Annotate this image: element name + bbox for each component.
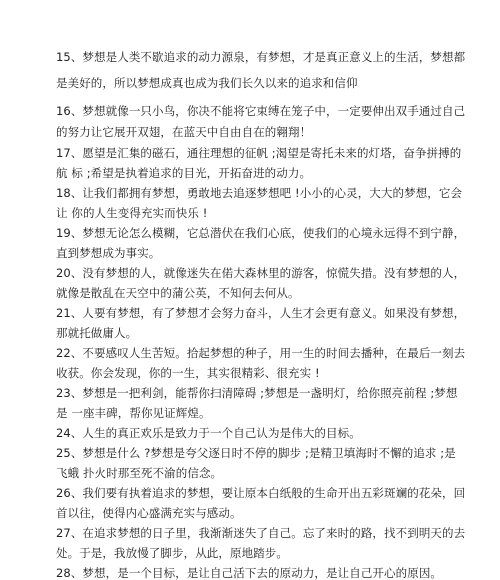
text-line: 27、在追求梦想的日子里，我渐渐迷失了自己。忘了来时的路，找不到明天的去 xyxy=(56,526,466,540)
text-line: 22、不要感叹人生苦短。拾起梦想的种子，用一生的时间去播种，在最后一刻去 xyxy=(56,346,466,360)
text-line: 直到梦想成为事实。 xyxy=(56,246,161,260)
text-line: 24、人生的真正欢乐是致力于一个自己认为是伟大的目标。 xyxy=(56,426,361,440)
text-line: 是 一座丰碑，帮你见证辉煌。 xyxy=(56,406,211,420)
text-line: 是美好的，所以梦想成真也成为我们长久以来的追求和信仰 xyxy=(56,76,358,90)
text-line: 让 你的人生变得充实而快乐 ! xyxy=(56,206,208,220)
text-line: 飞蛾 扑火时那至死不渝的信念。 xyxy=(56,466,223,480)
text-line: 20、没有梦想的人，就像迷失在偌大森林里的游客，惊慌失措。没有梦想的人， xyxy=(56,266,466,280)
text-line: 21、人要有梦想，有了梦想才会努力奋斗，人生才会更有意义。如果没有梦想， xyxy=(56,306,466,320)
text-line: 首以往，使得内心盛满充实与感动。 xyxy=(56,506,242,520)
text-line: 那就托做庸人。 xyxy=(56,326,138,340)
text-line: 处。于是，我放慢了脚步，从此，原地踏步。 xyxy=(56,546,288,560)
text-line: 25、梦想是什么 ?梦想是夸父逐日时不停的脚步 ;是精卫填海时不懈的追求 ;是 xyxy=(56,446,456,460)
text-line: 23、梦想是一把利剑，能帮你扫清障碍 ;梦想是一盏明灯，给你照亮前程 ;梦想 xyxy=(56,386,458,400)
text-line: 15、梦想是人类不歇追求的动力源泉，有梦想，才是真正意义上的生活，梦想都 xyxy=(56,50,466,64)
text-line: 18、让我们都拥有梦想，勇敢地去追逐梦想吧 !小小的心灵，大大的梦想，它会 xyxy=(56,186,463,200)
text-line: 26、我们要有执着追求的梦想，要让原本白纸般的生命开出五彩斑斓的花朵，回 xyxy=(56,486,466,500)
text-line: 17、愿望是汇集的磁石，通往理想的征帆 ;渴望是寄托未来的灯塔，奋争拼搏的 xyxy=(56,146,462,160)
text-line: 19、梦想无论怎么模糊，它总潜伏在我们心底，使我们的心境永远得不到宁静， xyxy=(56,226,466,240)
text-line: 就像是散乱在天空中的蒲公英，不知何去何从。 xyxy=(56,286,300,300)
text-line: 的努力让它展开双翅，在蓝天中自由自在的翱翔！ xyxy=(56,125,312,139)
text-line: 收获。你会发现，你的一生，其实很精彩、很充实 ! xyxy=(56,366,320,380)
text-line: 28、梦想，是一个目标，是让自己活下去的原动力，是让自己开心的原因。 xyxy=(56,566,443,580)
text-line: 16、梦想就像一只小鸟，你决不能将它束缚在笼子中，一定要伸出双手通过自己 xyxy=(56,104,466,118)
text-line: 航 标 ;希望是执着追求的目光，开拓奋进的动力。 xyxy=(56,166,312,180)
